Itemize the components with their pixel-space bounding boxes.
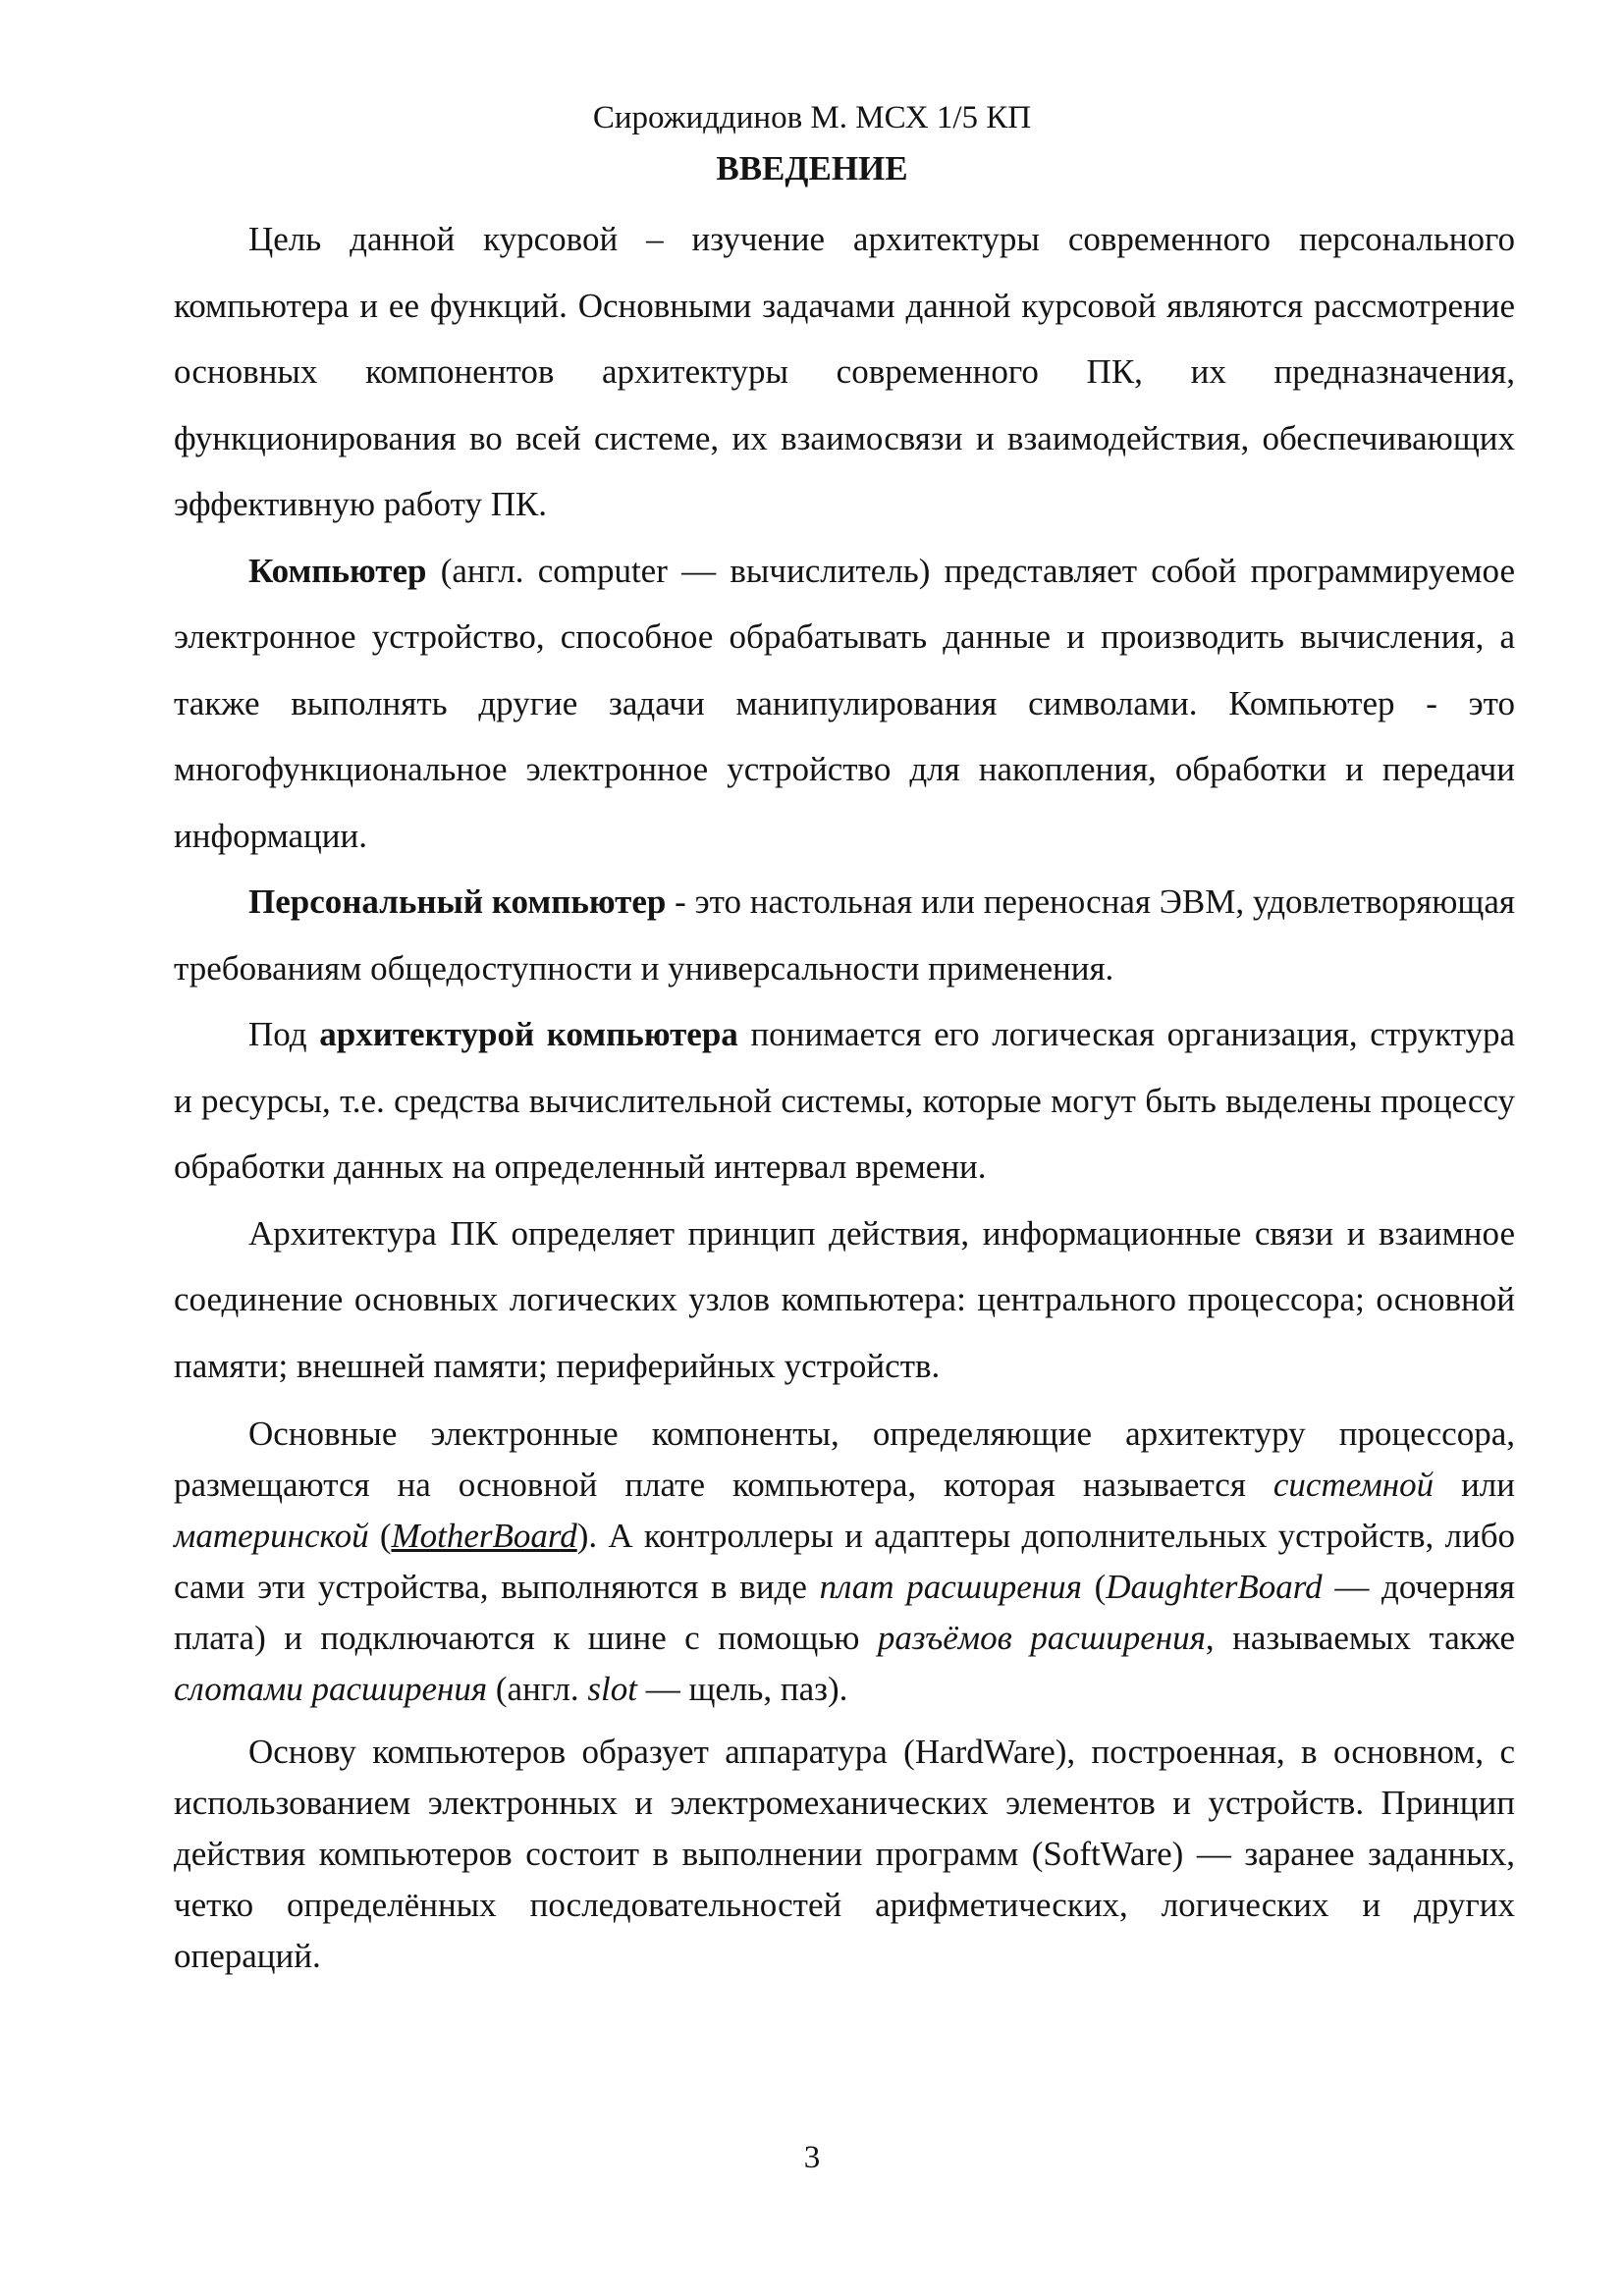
page-title: ВВЕДЕНИЕ — [716, 149, 908, 187]
italic-term-daughterboard: DaughterBoard — [1106, 1568, 1323, 1606]
text-run: ( — [368, 1517, 392, 1555]
text-run: ( — [1081, 1568, 1107, 1606]
italic-term-expansion-slots: слотами расширения — [174, 1670, 488, 1708]
text-run: Основные электронные компоненты, определяющие архитектуру процессора, размещаются на основной плате компьютера, которая называется — [174, 1415, 1515, 1504]
paragraph-pc-definition-text: - это настольная или переносная ЭВМ, удовлетворяющая требованиям общедоступности и универсальности применения. — [174, 882, 1515, 988]
paragraph-architecture-text: понимается его логическая организация, структура и ресурсы, т.е. средства вычислительной системы, которые могут быть выделены процессу обработки данных на определенный интервал времени. — [174, 1015, 1515, 1186]
paragraph-goal: Цель данной курсовой – изучение архитектуры современного персонального компьютера и ее функций. Основными задачами данной курсовой являются рассмотрение основных компонентов архитектуры современного ПК, их предназначения, функционирования во всей системе, их взаимосвязи и взаимодействия, обеспечивающих эффективную работу ПК. — [174, 220, 1515, 523]
paragraph-architecture-lead: Под — [248, 1015, 320, 1053]
text-run: или — [1434, 1466, 1515, 1504]
italic-term-expansion-connectors: разъёмов расширения — [877, 1619, 1206, 1657]
paragraph-architecture-definition — [174, 1001, 1515, 1201]
body-section-narrow-spacing — [174, 1409, 1515, 1982]
body-section-wide-spacing — [174, 206, 1515, 1399]
text-run: (англ. — [487, 1670, 588, 1708]
term-personal-computer: Персональный компьютер — [248, 882, 667, 921]
term-computer: Компьютер — [248, 551, 427, 590]
document-body — [174, 206, 1515, 1982]
paragraph-pc-definition — [174, 869, 1515, 1001]
paragraph-computer-definition — [174, 538, 1515, 870]
paragraph-pc-architecture: Архитектура ПК определяет принцип действия, информационные связи и взаимное соединение основных логических узлов компьютера: центрального процессора; основной памяти; внешней памяти; периферийных устройств. — [174, 1213, 1515, 1385]
text-run: , называемых также — [1205, 1619, 1516, 1657]
motherboard-link[interactable]: MotherBoard — [391, 1517, 577, 1555]
italic-term-expansion-boards: плат расширения — [819, 1568, 1082, 1606]
text-run: — щель, паз). — [636, 1670, 848, 1708]
italic-term-mother: материнской — [174, 1517, 369, 1555]
paragraph-hardware-software: Основу компьютеров образует аппаратура (HardWare), построенная, в основном, с использованием электронных и электромеханических элементов и устройств. Принцип действия компьютеров состоит в выполнении программ (SoftWare) — заранее заданных, четко определённых последовательностей арифметических, логических и других операций. — [174, 1733, 1515, 1975]
paragraph-motherboard — [174, 1409, 1515, 1715]
text-run: ). А контроллеры и адаптеры дополнительных устройств, либо сами эти устройства, выполняются в виде — [174, 1517, 1516, 1606]
italic-term-slot: slot — [587, 1670, 637, 1708]
paragraph-computer-definition-text: (англ. computer — вычислитель) представляет собой программируемое электронное устройство, способное обрабатывать данные и производить вычисления, а также выполнять другие задачи манипулирования символами. Компьютер - это многофункциональное электронное устройство для накопления, обработки и передачи информации. — [174, 551, 1515, 855]
page-number: 3 — [803, 2140, 821, 2175]
term-computer-architecture: архитектурой компьютера — [319, 1015, 738, 1053]
italic-term-system: системной — [1272, 1466, 1435, 1504]
running-header: Сирожиддинов М. МСХ 1/5 КП — [592, 100, 1032, 135]
text-run: — дочерняя плата) и подключаются к шине с помощью — [174, 1568, 1516, 1657]
